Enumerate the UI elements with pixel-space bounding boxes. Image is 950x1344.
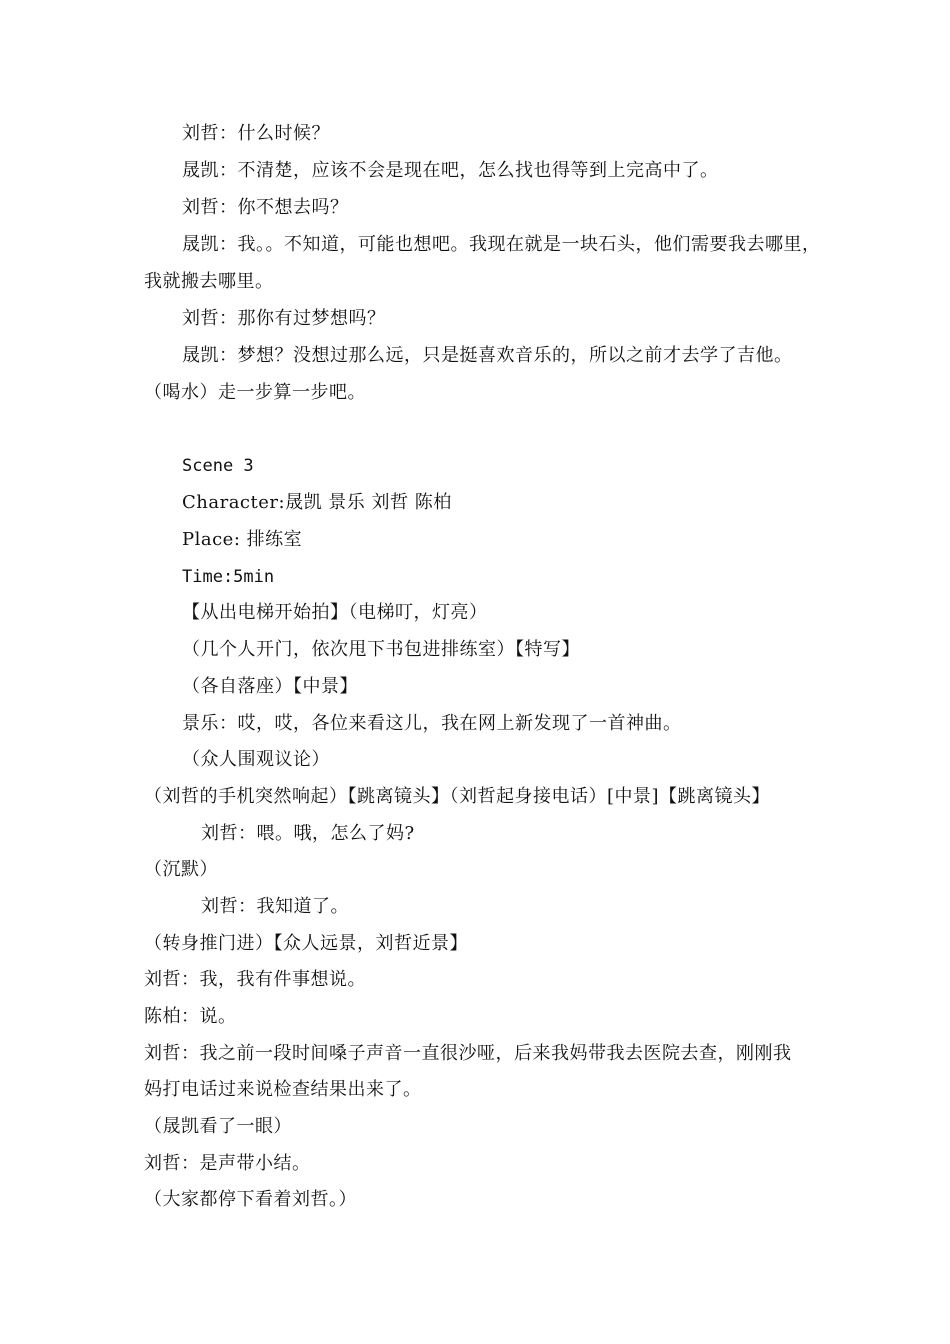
stage-direction: 【从出电梯开始拍】（电梯叮，灯亮） xyxy=(182,602,488,623)
stage-direction: （喝水）走一步算一步吧。 xyxy=(144,382,366,403)
dialogue-line: 刘哲：什么时候？ xyxy=(182,123,330,144)
scene-heading: Scene 3 xyxy=(182,456,254,476)
stage-direction: （各自落座）【中景】 xyxy=(182,676,358,697)
dialogue-line: 刘哲：你不想去吗？ xyxy=(182,197,349,218)
dialogue-line-continued: 妈打电话过来说检查结果出来了。 xyxy=(144,1079,422,1100)
dialogue-line-continued: 我就搬去哪里。 xyxy=(144,271,274,292)
stage-direction: （沉默） xyxy=(144,859,218,880)
scene-place: Place: 排练室 xyxy=(182,529,303,550)
dialogue-line: 刘哲：我，我有件事想说。 xyxy=(144,969,366,990)
dialogue-line: 晟凯：不清楚，应该不会是现在吧，怎么找也得等到上完高中了。 xyxy=(182,160,719,181)
dialogue-line: 陈柏：说。 xyxy=(144,1006,237,1027)
stage-direction: （几个人开门，依次甩下书包进排练室）【特写】 xyxy=(182,639,580,660)
stage-direction: （大家都停下看着刘哲。） xyxy=(144,1189,357,1210)
dialogue-line: 刘哲：我之前一段时间嗓子声音一直很沙哑，后来我妈带我去医院去查，刚刚我 xyxy=(144,1043,792,1064)
dialogue-line: 晟凯：我。。不知道，可能也想吧。我现在就是一块石头，他们需要我去哪里， xyxy=(182,234,821,255)
stage-direction: （转身推门进）【众人远景，刘哲近景】 xyxy=(144,933,468,954)
dialogue-line: 景乐：哎，哎，各位来看这儿，我在网上新发现了一首神曲。 xyxy=(182,713,682,734)
dialogue-line: 刘哲：那你有过梦想吗？ xyxy=(182,308,386,329)
scene-characters: Character:晟凯 景乐 刘哲 陈柏 xyxy=(182,492,452,513)
dialogue-line: 刘哲：是声带小结。 xyxy=(144,1153,311,1174)
scene-time: Time:5min xyxy=(182,567,275,587)
stage-direction: （众人围观议论） xyxy=(182,749,330,770)
stage-direction: （晟凯看了一眼） xyxy=(144,1116,292,1137)
dialogue-line: 刘哲：我知道了。 xyxy=(201,896,349,917)
dialogue-line: 晟凯：梦想？没想过那么远，只是挺喜欢音乐的，所以之前才去学了吉他。 xyxy=(182,345,793,366)
stage-direction: （刘哲的手机突然响起）【跳离镜头】（刘哲起身接电话）[中景]【跳离镜头】 xyxy=(144,786,771,807)
dialogue-line: 刘哲：喂。哦，怎么了妈? xyxy=(201,823,415,844)
